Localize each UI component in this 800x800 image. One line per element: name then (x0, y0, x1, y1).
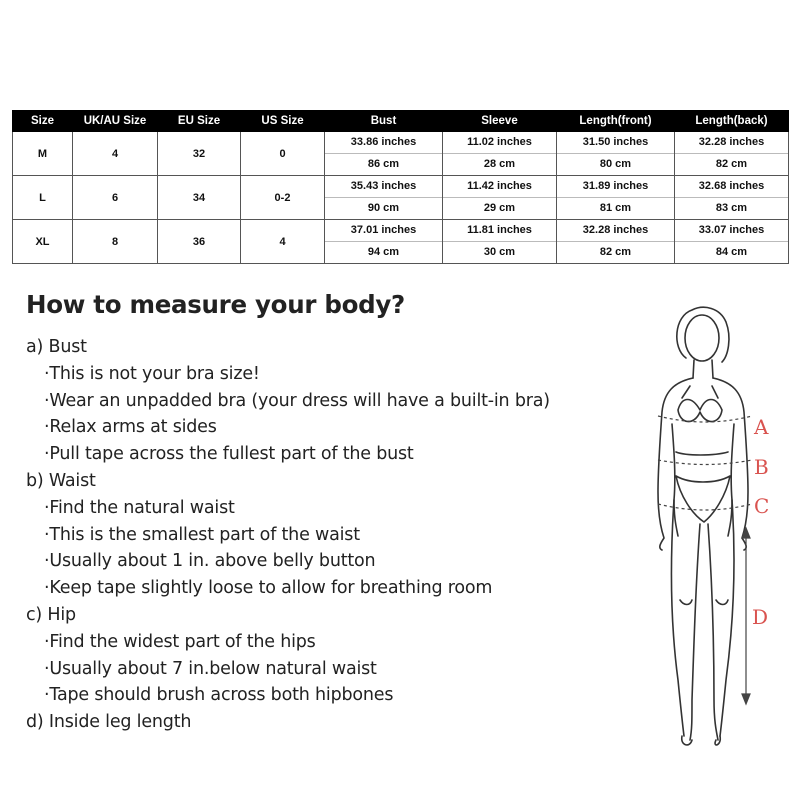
cell-length-back-inches: 32.28 inches (675, 132, 788, 154)
label-b: B (754, 455, 769, 479)
cell-sleeve-cm: 28 cm (483, 158, 516, 170)
label-d: D (752, 605, 769, 629)
cell-us: 4 (241, 220, 325, 264)
cell-sleeve-cm: 29 cm (483, 202, 516, 214)
guide-tip: ·Pull tape across the fullest part of the bust (44, 444, 414, 465)
guide-tip: ·Usually about 1 in. above belly button (44, 551, 376, 572)
figure-waist (676, 452, 728, 455)
header-eu-size: EU Size (158, 111, 241, 132)
cell-length-front-inches: 31.89 inches (557, 176, 674, 198)
figure-neck (693, 360, 713, 378)
header-length-back: Length(back) (675, 111, 789, 132)
cell-sleeve (443, 176, 557, 220)
label-c: C (754, 494, 770, 518)
cell-length-front-inches: 32.28 inches (557, 220, 674, 242)
cell-sleeve-cm: 30 cm (483, 246, 516, 258)
cell-length-back-inches: 33.07 inches (675, 220, 788, 242)
cell-uk-au: 4 (73, 132, 158, 176)
table-row (13, 176, 789, 220)
figure-left-leg (671, 500, 700, 740)
figure-panties (676, 476, 730, 522)
inside-leg-arrow-bottom (742, 694, 750, 704)
hip-line (658, 504, 752, 510)
figure-inner-arms (672, 424, 734, 536)
figure-right-leg (708, 500, 734, 740)
header-us-size: US Size (241, 111, 325, 132)
cell-bust-inches: 33.86 inches (325, 132, 442, 154)
body-measurement-figure (630, 300, 800, 760)
cell-bust-cm: 86 cm (367, 158, 400, 170)
cell-length-front (557, 176, 675, 220)
table-row (13, 132, 789, 176)
guide-tip: ·Find the natural waist (44, 497, 235, 518)
cell-uk-au: 8 (73, 220, 158, 264)
cell-bust (325, 176, 443, 220)
figure-feet (682, 736, 721, 745)
size-chart-header-row (13, 111, 789, 132)
cell-length-front (557, 220, 675, 264)
cell-size: L (13, 176, 73, 220)
cell-size: M (13, 132, 73, 176)
guide-section-heading: b) Waist (26, 471, 96, 491)
cell-eu: 36 (158, 220, 241, 264)
figure-knees (680, 600, 728, 605)
guide-section-heading: d) Inside leg length (26, 712, 192, 733)
guide-tip: ·This is the smallest part of the waist (44, 524, 360, 545)
cell-bust (325, 132, 443, 176)
cell-sleeve-inches: 11.42 inches (443, 176, 556, 198)
cell-length-front (557, 132, 675, 176)
guide-tip: ·Find the widest part of the hips (44, 631, 316, 652)
cell-length-front-cm: 80 cm (599, 158, 632, 170)
figure-bra (678, 386, 722, 422)
cell-size: XL (13, 220, 73, 264)
cell-bust-cm: 94 cm (367, 246, 400, 258)
cell-length-back-cm: 83 cm (715, 202, 748, 214)
table-row (13, 220, 789, 264)
header-sleeve: Sleeve (443, 111, 557, 132)
cell-length-back (675, 176, 789, 220)
cell-bust-cm: 90 cm (367, 202, 400, 214)
guide-tip: ·Wear an unpadded bra (your dress will have a built-in bra) (44, 390, 550, 411)
size-chart-body (13, 132, 789, 264)
cell-eu: 34 (158, 176, 241, 220)
header-length-front: Length(front) (557, 111, 675, 132)
waist-line (658, 460, 752, 465)
guide-tip: ·Tape should brush across both hipbones (44, 685, 394, 706)
guide-tip: ·Keep tape slightly loose to allow for breathing room (44, 578, 493, 599)
cell-sleeve-inches: 11.02 inches (443, 132, 556, 154)
cell-length-back-cm: 84 cm (715, 246, 748, 258)
size-chart-table (12, 110, 789, 264)
header-size: Size (13, 111, 73, 132)
guide-tip: ·Relax arms at sides (44, 417, 217, 438)
cell-length-back (675, 132, 789, 176)
guide-section-heading: a) Bust (26, 337, 87, 357)
guide-section-heading: c) Hip (26, 605, 76, 625)
header-uk-au-size: UK/AU Size (73, 111, 158, 132)
cell-length-back-cm: 82 cm (715, 158, 748, 170)
cell-length-back-inches: 32.68 inches (675, 176, 788, 198)
cell-length-front-cm: 82 cm (599, 246, 632, 258)
cell-length-front-inches: 31.50 inches (557, 132, 674, 154)
cell-bust (325, 220, 443, 264)
cell-sleeve (443, 132, 557, 176)
guide-title: How to measure your body? (26, 290, 405, 319)
cell-length-front-cm: 81 cm (599, 202, 632, 214)
cell-eu: 32 (158, 132, 241, 176)
header-bust: Bust (325, 111, 443, 132)
cell-length-back (675, 220, 789, 264)
figure-head (685, 315, 719, 361)
cell-bust-inches: 35.43 inches (325, 176, 442, 198)
cell-bust-inches: 37.01 inches (325, 220, 442, 242)
cell-uk-au: 6 (73, 176, 158, 220)
cell-us: 0-2 (241, 176, 325, 220)
guide-tip: ·This is not your bra size! (44, 363, 260, 384)
cell-sleeve-inches: 11.81 inches (443, 220, 556, 242)
label-a: A (754, 415, 769, 439)
guide-tip: ·Usually about 7 in.below natural waist (44, 658, 377, 679)
cell-sleeve (443, 220, 557, 264)
cell-us: 0 (241, 132, 325, 176)
